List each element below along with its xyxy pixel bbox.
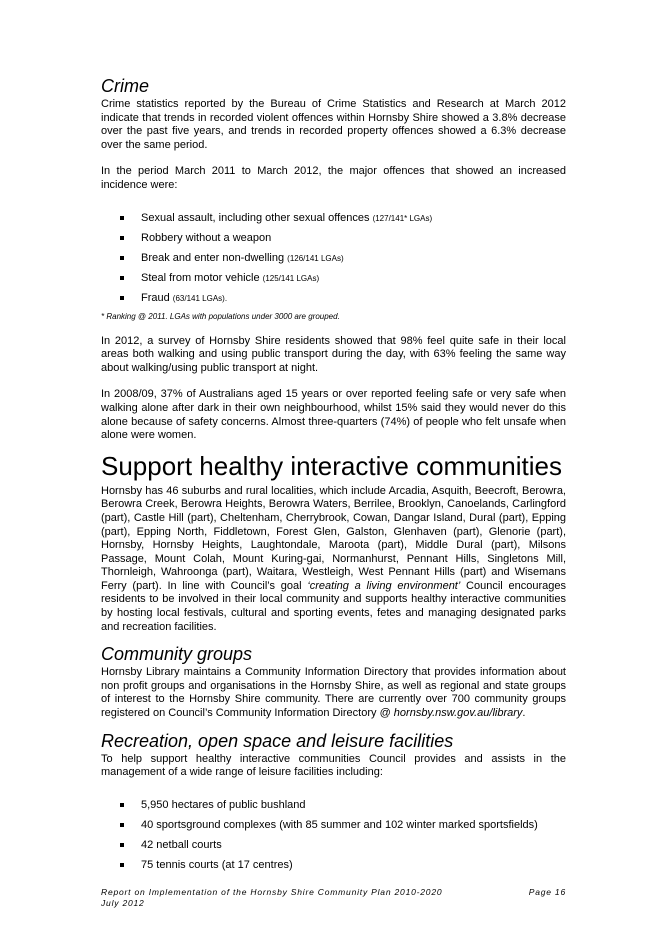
bullet-icon bbox=[120, 863, 124, 867]
crime-heading: Crime bbox=[101, 76, 149, 96]
bullet-icon bbox=[120, 256, 124, 260]
list-item: 40 sportsground complexes (with 85 summer and 102 winter marked sportsfields) bbox=[101, 819, 566, 832]
page-footer bbox=[101, 887, 566, 909]
list-item: 42 netball courts bbox=[101, 839, 566, 852]
bullet-icon bbox=[120, 843, 124, 847]
bullet-icon bbox=[120, 216, 124, 220]
list-item: Steal from motor vehicle (125/141 LGAs) bbox=[101, 272, 566, 285]
support-paragraph: Hornsby has 46 suburbs and rural localities, which include Arcadia, Asquith, Beecroft, Berowra, Berowra Creek, Berowra Heights, Berowra Waters, Berrilee, Brooklyn, Canoelands, Carlingford (part), Castle Hill (part), Cheltenham, Cherrybrook, Cowan, Dangar Island, Dural (part), Epping (part), Epping North, Fiddletown, Forest Glen, Galston, Glenhaven (part), Glenorie (part), Hornsby, Hornsby Heights, Laughtondale, Maroota (part), Middle Dural (part), Milsons Passage, Mount Colah, Mount Kuring-gai, Normanhurst, Pennant Hills, Singletons Mill, Thornleigh, Wahroonga (part), Waitara, Westleigh, West Pennant Hills (part) and Wisemans Ferry (part). In line with Council’s goal ‘creating a living environment’ Council encourages residents to be involved in their local community and supports healthy interactive communities by hosting local festivals, cultural and sporting events, fetes and managing designated parks and recreation facilities. bbox=[101, 484, 566, 633]
ranking-footnote: * Ranking @ 2011. LGAs with populations under 3000 are grouped. bbox=[101, 311, 340, 321]
list-item: 5,950 hectares of public bushland bbox=[101, 799, 566, 812]
footer-date: July 2012 bbox=[101, 898, 145, 908]
crime-paragraph-1: Crime statistics reported by the Bureau of Crime Statistics and Research at March 2012 indicate that trends in recorded violent offences within Hornsby Shire showed a 3.8% decrease over the past five years, and trends in recorded property offences showed a 6.3% decrease over the same period. bbox=[101, 98, 566, 151]
recreation-heading: Recreation, open space and leisure facilities bbox=[101, 730, 454, 751]
bullet-icon bbox=[120, 236, 124, 240]
recreation-paragraph: To help support healthy interactive communities Council provides and assists in the management of a wide range of leisure facilities including: bbox=[101, 752, 566, 779]
bullet-icon bbox=[120, 803, 124, 807]
bullet-icon bbox=[120, 276, 124, 280]
crime-paragraph-3: In 2012, a survey of Hornsby Shire residents showed that 98% feel quite safe in their local areas both walking and using public transport during the day, with 63% feeling the same way about walking/using public transport at night. bbox=[101, 334, 566, 374]
support-heading: Support healthy interactive communities bbox=[101, 450, 563, 481]
community-groups-paragraph: Hornsby Library maintains a Community Information Directory that provides information about non profit groups and organisations in the Hornsby Shire, as well as regional and state groups of interest to the Hornsby Shire community. There are currently over 700 community groups registered on Council’s Community Information Directory @ hornsby.nsw.gov.au/library. bbox=[101, 666, 566, 720]
list-item: 75 tennis courts (at 17 centres) bbox=[101, 859, 566, 872]
crime-paragraph-4: In 2008/09, 37% of Australians aged 15 years or over reported feeling safe or very safe when walking alone after dark in their own neighbourhood, whilst 15% said they would never do this alone because of safety concerns. Almost three-quarters (74%) of people who felt unsafe when alone were women. bbox=[101, 388, 566, 442]
recreation-facility-list bbox=[101, 799, 566, 872]
list-item: Fraud (63/141 LGAs). bbox=[101, 292, 566, 305]
list-item: Robbery without a weapon bbox=[101, 232, 566, 245]
crime-offence-list bbox=[101, 212, 566, 305]
footer-title: Report on Implementation of the Hornsby Shire Community Plan 2010-2020 bbox=[101, 887, 443, 897]
page-number: Page 16 bbox=[528, 887, 566, 897]
list-item: Sexual assault, including other sexual offences (127/141* LGAs) bbox=[101, 212, 566, 225]
document-body bbox=[101, 76, 566, 879]
crime-paragraph-2: In the period March 2011 to March 2012, the major offences that showed an increased incidence were: bbox=[101, 165, 566, 191]
list-item: Break and enter non-dwelling (126/141 LGAs) bbox=[101, 252, 566, 265]
bullet-icon bbox=[120, 823, 124, 827]
bullet-icon bbox=[120, 296, 124, 300]
community-groups-heading: Community groups bbox=[101, 644, 253, 665]
